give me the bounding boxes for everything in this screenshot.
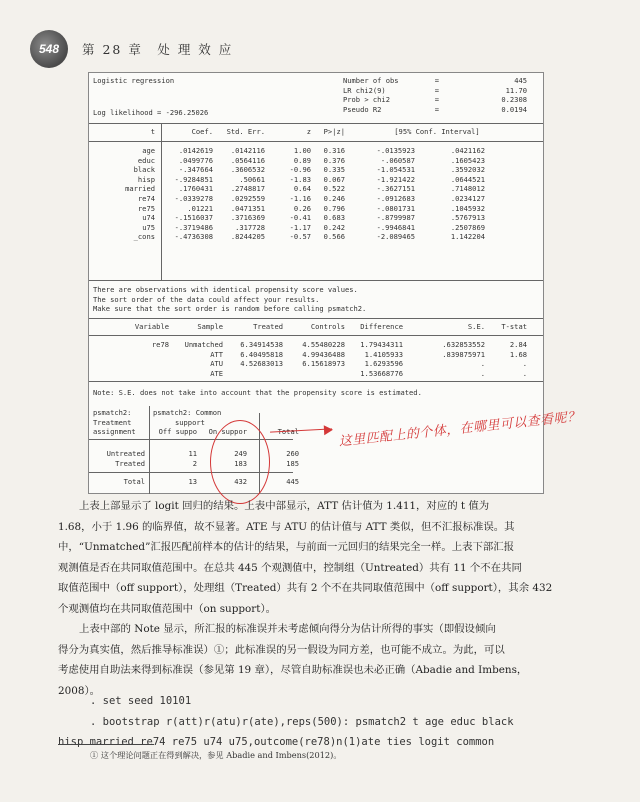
paragraph-2: 上表中部的 Note 显示，所汇报的标准误并未考虑倾向得分为估计所得的事实（即假设倾向 得分为真实值，然后推导标准误）①；此标准误的另一假设为同方差，也可能不成立。为此，可以 考虑使用自助法来得到标准误（参见第 19 章），尽管自助标准误也未必正确（Abadie and Imbens， 2008）。 <box>58 623 528 697</box>
table-row: ATE 1.53668776 . . <box>210 368 527 378</box>
log-likelihood: Log likelihood = -296.25026 <box>93 108 209 117</box>
att-column-headers: Variable Sample Treated Controls Difference S.E. T-stat <box>134 322 527 331</box>
warning-line-2: The sort order of the data could affect your results. <box>93 294 320 304</box>
table-row: hisp -.9284851 .50661 -1.83 0.067 -1.921422 .0644521 <box>137 174 485 184</box>
code-line-1: . set seed 10101 <box>90 695 192 707</box>
logit-column-headers: t Coef. Std. Err. z P>|z| [95% Conf. Interval] <box>150 127 480 136</box>
annotation-circle <box>210 420 270 504</box>
support-header: psmatch2: psmatch2: Common Treatment support assignment Off suppo On suppor Total <box>93 408 299 437</box>
table-row: Treated 2 183 185 <box>115 458 299 468</box>
table-row: married .1760431 .2748817 0.64 0.522 -.3627151 .7148012 <box>125 184 485 194</box>
table-row: re75 .01221 .0471351 0.26 0.796 -.0801731 .1045932 <box>137 203 485 213</box>
code-line-3: hisp married re74 re75 u74 u75,outcome(re78)n(1)ate ties logit common <box>58 736 495 748</box>
table-row: black -.347664 .3606532 -0.96 0.335 -1.054531 .3592032 <box>133 165 485 175</box>
chapter-title: 第 28 章 处 理 效 应 <box>82 42 234 57</box>
footnote: ① 这个理论问题正在得到解决，参见 Abadie and Imbens(2012)。 <box>90 750 342 760</box>
table-row: re78 Unmatched 6.34914538 4.55480228 1.79434311 .632853552 2.84 <box>151 340 527 349</box>
table-row: educ .0499776 .0564116 0.89 0.376 -.060587 .1605423 <box>137 155 485 165</box>
logit-stats: Number of obs = 445 LR chi2(9) = 11.70 Prob > chi2 = 0.2308 Pseudo R2 = 0.0194 <box>343 76 527 114</box>
table-row: ATT 6.40495818 4.99436488 1.4105933 .839875971 1.68 <box>210 349 527 359</box>
warning-line-1: There are observations with identical propensity score values. <box>93 285 358 294</box>
table-row: age .0142619 .0142116 1.00 0.316 -.0135923 .0421162 <box>142 146 485 155</box>
warning-line-3: Make sure that the sort order is random before calling psmatch2. <box>93 304 367 314</box>
footnote-rule <box>58 744 154 745</box>
table-row: ATU 4.52683013 6.15618973 1.6293596 . . <box>210 359 527 369</box>
support-total <box>93 477 299 487</box>
annotation-arrow-head <box>324 425 334 435</box>
page-header <box>30 38 620 60</box>
table-row: Untreated 11 249 260 <box>106 449 299 458</box>
table-row: _cons -.4736308 .8244205 -0.57 0.566 -2.089465 1.142204 <box>133 232 485 242</box>
page-number-badge: 548 <box>30 30 68 68</box>
se-note: Note: S.E. does not take into account that the propensity score is estimated. <box>93 388 422 397</box>
table-row: re74 -.0339278 .0292559 -1.16 0.246 -.0912683 .0234127 <box>137 193 485 203</box>
table-row: u74 -.1516037 .3716369 -0.41 0.683 -.8799987 .5767913 <box>142 213 485 223</box>
handwritten-note: 这里匹配上的个体，在哪里可以查看呢？ <box>338 409 582 450</box>
att-table <box>89 340 527 378</box>
code-line-2: . bootstrap r(att)r(atu)r(ate),reps(500): psmatch2 t age educ black <box>90 716 514 728</box>
table-row: u75 -.3719486 .317728 -1.17 0.242 -.9946841 .2507869 <box>142 222 485 232</box>
paragraph-1: 上表上部显示了 logit 回归的结果。上表中部显示，ATT 估计值为 1.411，对应的 t 值为 1.68，小于 1.96 的临界值，故不显著。ATE 与 ATU 的估计值与 ATT 类似，但不汇报标准误。其 中，“Unmatched”汇报匹配前样本的估计的结果，与前面一元回归的结果完全一样。上表下部汇报 观测值是否在共同取值范围中。在总共 445 个观测值中，控制组（Untreated）共有 11 个不在共同 取值范围中（off support），处理组（Treated）共有 2 个不在共同取值范围中（off support），其余 432 个观测值均在共同取值范围中（on support）。 <box>58 500 553 615</box>
table-row: Total 13 432 445 <box>123 477 299 486</box>
logit-title: Logistic regression <box>93 76 175 85</box>
logit-coef-table <box>89 146 485 242</box>
